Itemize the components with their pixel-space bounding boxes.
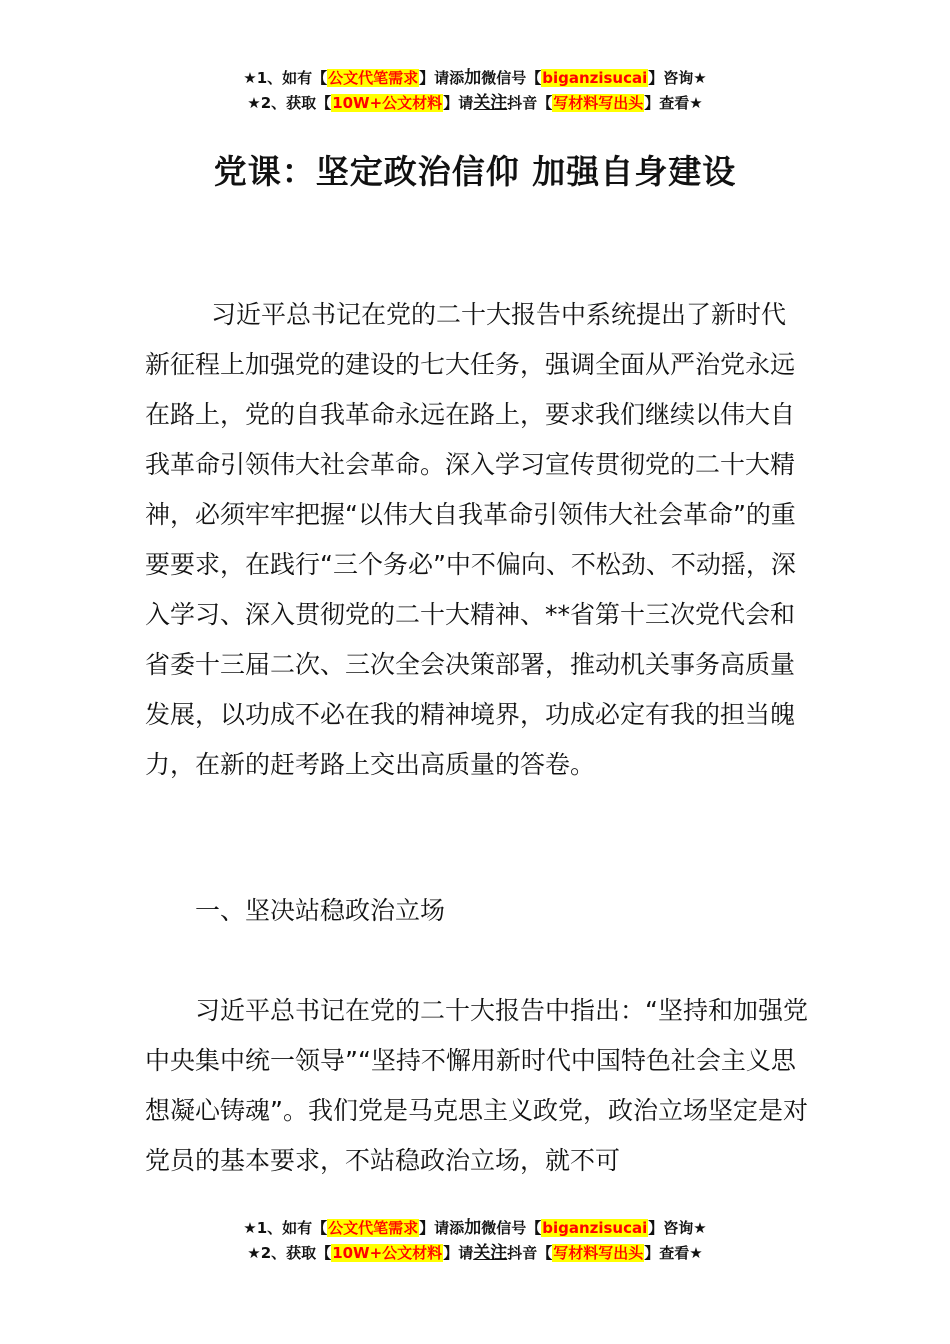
- banner-highlight: biganzisucai: [542, 69, 648, 87]
- banner-text: 关注: [473, 93, 508, 113]
- body-paragraph: 习近平总书记在党的二十大报告中系统提出了新时代新征程上加强党的建设的七大任务，强调全面从严治党永远在路上，党的自我革命永远在路上，要求我们继续以伟大自我革命引领伟大社会革命。深入学习宣传贯彻党的二十大精神，必须牢牢把握“以伟大自我革命引领伟大社会革命”的重要要求，在践行“三个务必”中不偏向、不松劲、不动摇，深入学习、深入贯彻党的二十大精神、**省第十三次党代会和省委十三届二次、三次全会决策部署，推动机关事务高质量发展，以功成不必在我的精神境界，功成必定有我的担当魄力，在新的赶考路上交出高质量的答卷。: [145, 300, 796, 779]
- footer-banner: [0, 1216, 950, 1266]
- banner-text: 】查看★: [644, 94, 703, 112]
- banner-highlight: 写材料写出头: [553, 1244, 644, 1262]
- banner-text: ★1、如有【: [243, 69, 328, 87]
- banner-text: 】请: [443, 94, 474, 112]
- section-heading: 一、坚决站稳政治立场: [195, 896, 446, 925]
- banner-text: ★2、获取【: [247, 94, 332, 112]
- banner-text: 抖音【: [507, 1244, 553, 1262]
- banner-text: 】咨询★: [648, 69, 707, 87]
- banner-highlight: 10W+公文材料: [332, 94, 443, 112]
- banner-text: 】咨询★: [648, 1219, 707, 1237]
- banner-text: 微信号【: [481, 1219, 542, 1237]
- banner-text: 】查看★: [644, 1244, 703, 1262]
- banner-highlight: 写材料写出头: [553, 94, 644, 112]
- banner-text: 关注: [473, 1243, 508, 1263]
- banner-highlight: 10W+公文材料: [332, 1244, 443, 1262]
- banner-highlight: 公文代笔需求: [328, 69, 419, 87]
- body-paragraph: 习近平总书记在党的二十大报告中指出：“坚持和加强党中央集中统一领导”“坚持不懈用新时代中国特色社会主义思想凝心铸魂”。我们党是马克思主义政党，政治立场坚定是对党员的基本要求，不站稳政治立场，就不可: [145, 996, 808, 1175]
- banner-line-1: [0, 1216, 950, 1241]
- banner-highlight: biganzisucai: [542, 1219, 648, 1237]
- banner-text: ★1、如有【: [243, 1219, 328, 1237]
- banner-text: ★2、获取【: [247, 1244, 332, 1262]
- banner-text: 微信号【: [481, 69, 542, 87]
- banner-text: 】请: [443, 1244, 474, 1262]
- banner-text: 】请添: [419, 1219, 465, 1237]
- banner-line-2: [0, 91, 950, 116]
- banner-line-1: [0, 66, 950, 91]
- header-banner: [0, 66, 950, 116]
- banner-text: 】请添: [419, 69, 465, 87]
- banner-text: 抖音【: [507, 94, 553, 112]
- banner-highlight: 公文代笔需求: [328, 1219, 419, 1237]
- document-title: 党课：坚定政治信仰 加强自身建设: [213, 152, 737, 191]
- banner-text: 加: [464, 68, 482, 88]
- banner-text: 加: [464, 1218, 482, 1238]
- banner-line-2: [0, 1241, 950, 1266]
